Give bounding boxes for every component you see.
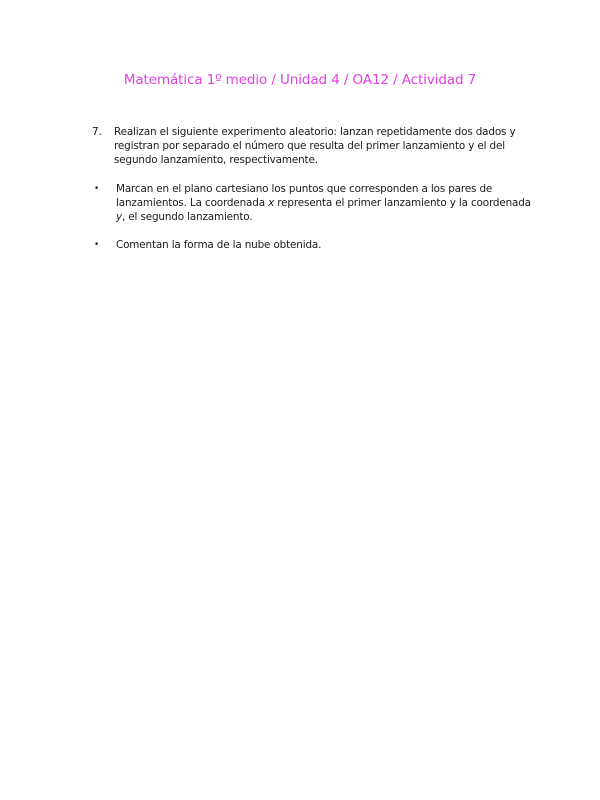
item-text: Comentan la forma de la nube obtenida. <box>116 239 322 252</box>
list-item-bullet <box>92 238 532 252</box>
text-segment: Marcan en el plano cartesiano los puntos que corresponden a los pares de lanzamientos. La coordenada <box>116 182 493 209</box>
list-item-numbered <box>92 125 532 168</box>
bullet-icon: • <box>94 240 100 251</box>
activity-content <box>92 125 532 266</box>
variable-y: y <box>116 211 122 224</box>
item-text: Realizan el siguiente experimento aleatorio: lanzan repetidamente dos dados y registran por separado el número que resulta del primer lanzamiento y el del segundo lanzamiento, respectivamente. <box>114 126 516 167</box>
list-item-bullet <box>92 182 532 225</box>
item-text <box>116 182 532 225</box>
item-number: 7. <box>92 126 102 138</box>
text-segment: representa el primer lanzamiento y la coordenada <box>274 196 531 209</box>
text-segment: , el segundo lanzamiento. <box>122 211 253 224</box>
page-title: Matemática 1º medio / Unidad 4 / OA12 / Actividad 7 <box>123 72 477 88</box>
bullet-icon: • <box>94 183 100 194</box>
variable-x: x <box>268 196 275 209</box>
